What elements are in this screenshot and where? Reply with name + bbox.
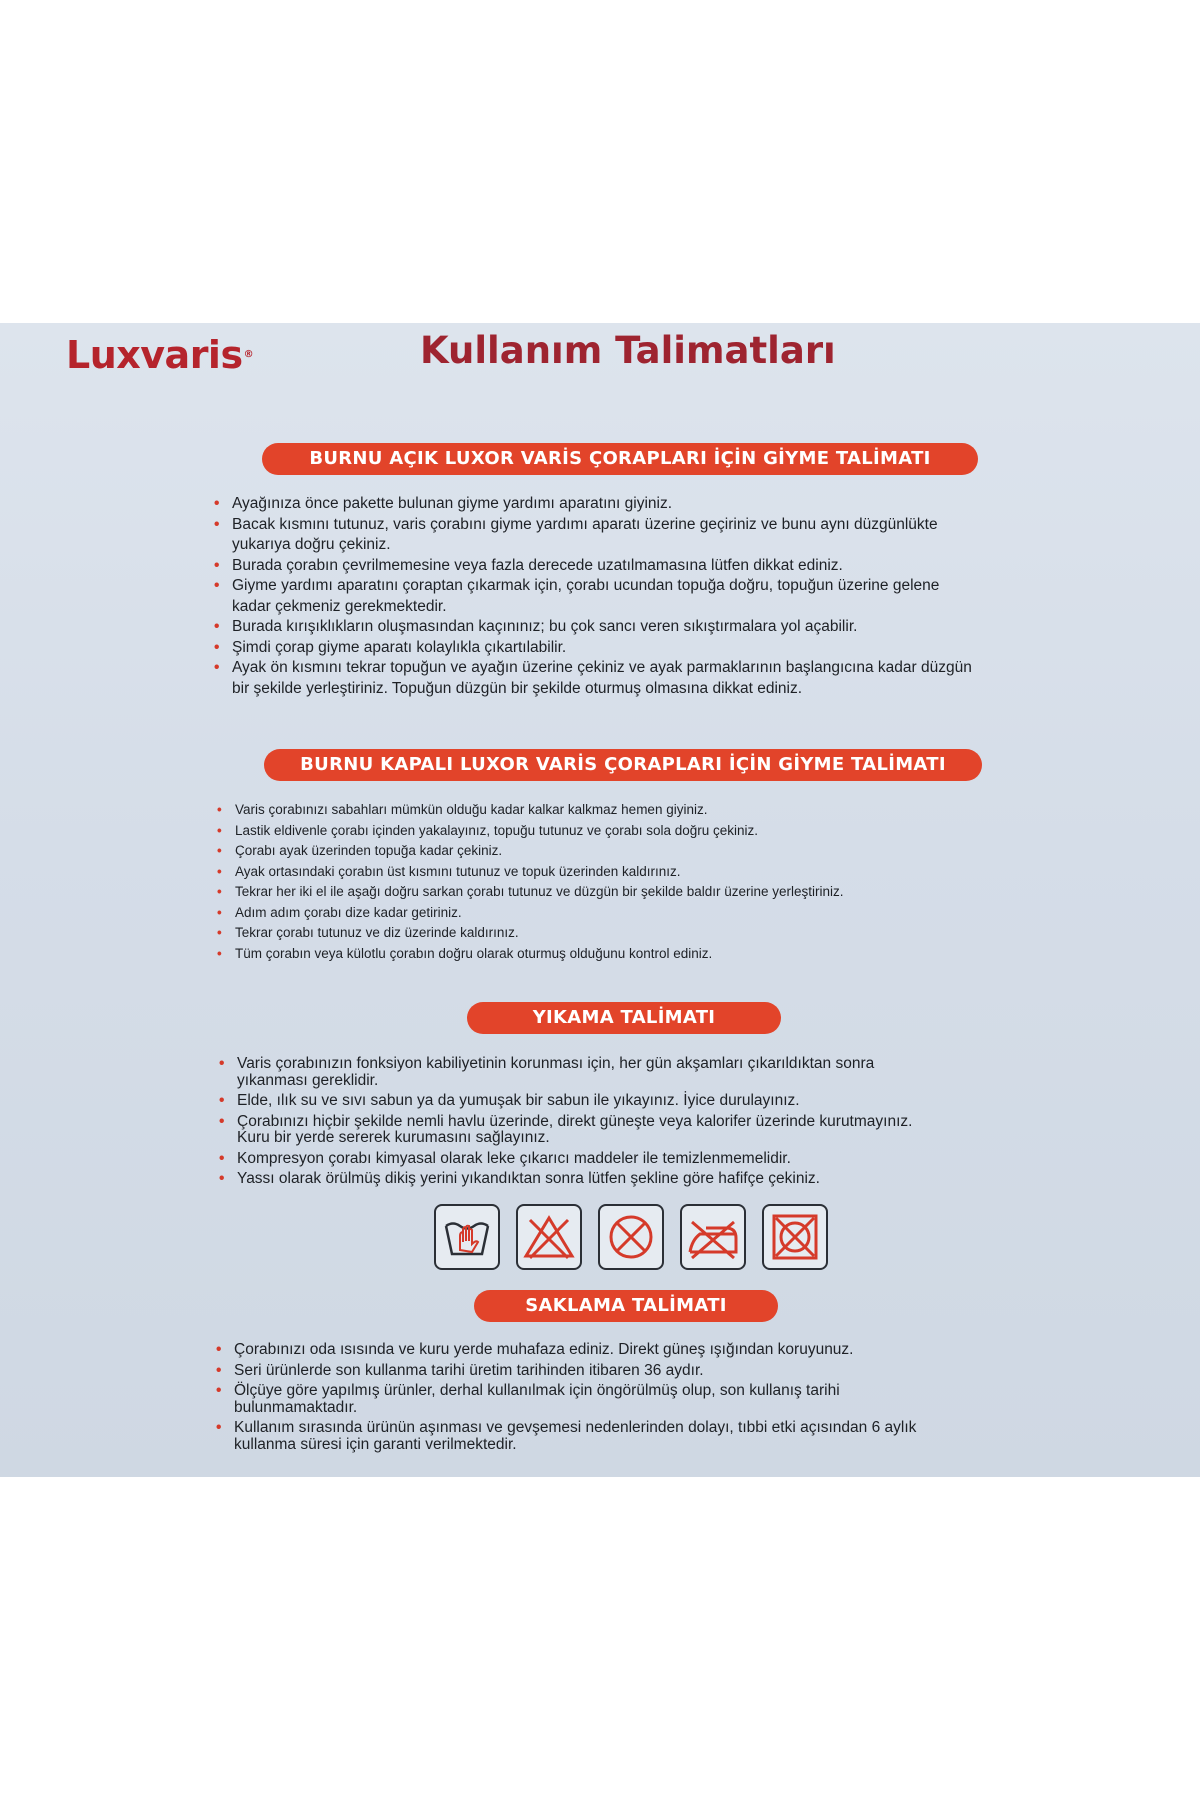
logo-text: Luxvaris [66,333,243,377]
list-item: • Varis çorabınızın fonksiyon kabiliyetinin korunması için, her gün akşamları çıkarıldıktan sonra yıkanması gereklidir. [219,1056,949,1089]
list-item: • Şimdi çorap giyme aparatı kolaylıkla çıkartılabilir. [214,638,974,659]
open-toe-instructions-list [214,494,974,699]
list-item: • Adım adım çorabı dize kadar getiriniz. [217,903,937,924]
list-item: • Elde, ılık su ve sıvı sabun ya da yumuşak bir sabun ile yıkayınız. İyice durulayınız. [219,1093,949,1110]
list-item: • Tekrar çorabı tutunuz ve diz üzerinde kaldırınız. [217,923,937,944]
list-item: • Çorabınızı hiçbir şekilde nemli havlu üzerinde, direkt güneşte veya kalorifer üzerinde kurutmayınız. Kuru bir yerde sererek kurumasını sağlayınız. [219,1114,949,1147]
list-item: • Yassı olarak örülmüş dikiş yerini yıkandıktan sonra lütfen şekline göre hafifçe çekiniz. [219,1171,949,1188]
closed-toe-instructions-list [217,800,937,964]
care-symbols [434,1204,832,1270]
list-item: • Burada kırışıklıkların oluşmasından kaçınınız; bu çok sancı veren sıkıştırmalara yol açabilir. [214,617,974,638]
brand-logo [66,333,256,377]
page-title: Kullanım Talimatları [420,329,836,372]
registered-mark: ® [243,349,254,360]
section-heading-storage: SAKLAMA TALİMATI [474,1290,778,1322]
list-item: • Kullanım sırasında ürünün aşınması ve gevşemesi nedenlerinden dolayı, tıbbi etki açısından 6 aylık kullanma süresi için garanti verilmektedir. [216,1420,946,1453]
list-item: • Bacak kısmını tutunuz, varis çorabını giyme yardımı aparatı üzerine geçiriniz ve bunu aynı düzgünlükte yukarıya doğru çekiniz. [214,515,974,556]
list-item: • Varis çorabınızı sabahları mümkün olduğu kadar kalkar kalkmaz hemen giyiniz. [217,800,937,821]
section-heading-open-toe: BURNU AÇIK LUXOR VARİS ÇORAPLARI İÇİN GİYME TALİMATI [262,443,978,475]
section-heading-closed-toe: BURNU KAPALI LUXOR VARİS ÇORAPLARI İÇİN GİYME TALİMATI [264,749,982,781]
list-item: • Giyme yardımı aparatını çoraptan çıkarmak için, çorabı ucundan topuğa doğru, topuğun üzerine gelene kadar çekmeniz gerekmektedir. [214,576,974,617]
no-dry-clean-icon [762,1204,828,1270]
list-item: • Çorabı ayak üzerinden topuğa kadar çekiniz. [217,841,937,862]
list-item: • Kompresyon çorabı kimyasal olarak leke çıkarıcı maddeler ile temizlenmemelidir. [219,1151,949,1168]
list-item: • Seri ürünlerde son kullanma tarihi üretim tarihinden itibaren 36 aydır. [216,1363,946,1380]
list-item: • Çorabınızı oda ısısında ve kuru yerde muhafaza ediniz. Direkt güneş ışığından koruyunuz. [216,1342,946,1359]
list-item: • Tekrar her iki el ile aşağı doğru sarkan çorabı tutunuz ve düzgün bir şekilde baldır üzerine yerleştiriniz. [217,882,937,903]
list-item: • Ölçüye göre yapılmış ürünler, derhal kullanılmak için öngörülmüş olup, son kullanış tarihi bulunmamaktadır. [216,1383,946,1416]
no-iron-icon [680,1204,746,1270]
list-item: • Lastik eldivenle çorabı içinden yakalayınız, topuğu tutunuz ve çorabı sola doğru çekiniz. [217,821,937,842]
no-bleach-icon [516,1204,582,1270]
section-heading-washing: YIKAMA TALİMATI [467,1002,781,1034]
list-item: • Burada çorabın çevrilmemesine veya fazla derecede uzatılmamasına lütfen dikkat ediniz. [214,556,974,577]
no-tumble-dry-icon [598,1204,664,1270]
list-item: • Ayağınıza önce pakette bulunan giyme yardımı aparatını giyiniz. [214,494,974,515]
storage-instructions-list [216,1342,946,1457]
list-item: • Tüm çorabın veya külotlu çorabın doğru olarak oturmuş olduğunu kontrol ediniz. [217,944,937,965]
list-item: • Ayak ön kısmını tekrar topuğun ve ayağın üzerine çekiniz ve ayak parmaklarının başlangıcına kadar düzgün bir şekilde yerleştiriniz. Topuğun düzgün bir şekilde oturmuş olmasına dikkat ediniz. [214,658,974,699]
washing-instructions-list [219,1056,949,1192]
hand-wash-icon [434,1204,500,1270]
list-item: • Ayak ortasındaki çorabın üst kısmını tutunuz ve topuk üzerinden kaldırınız. [217,862,937,883]
